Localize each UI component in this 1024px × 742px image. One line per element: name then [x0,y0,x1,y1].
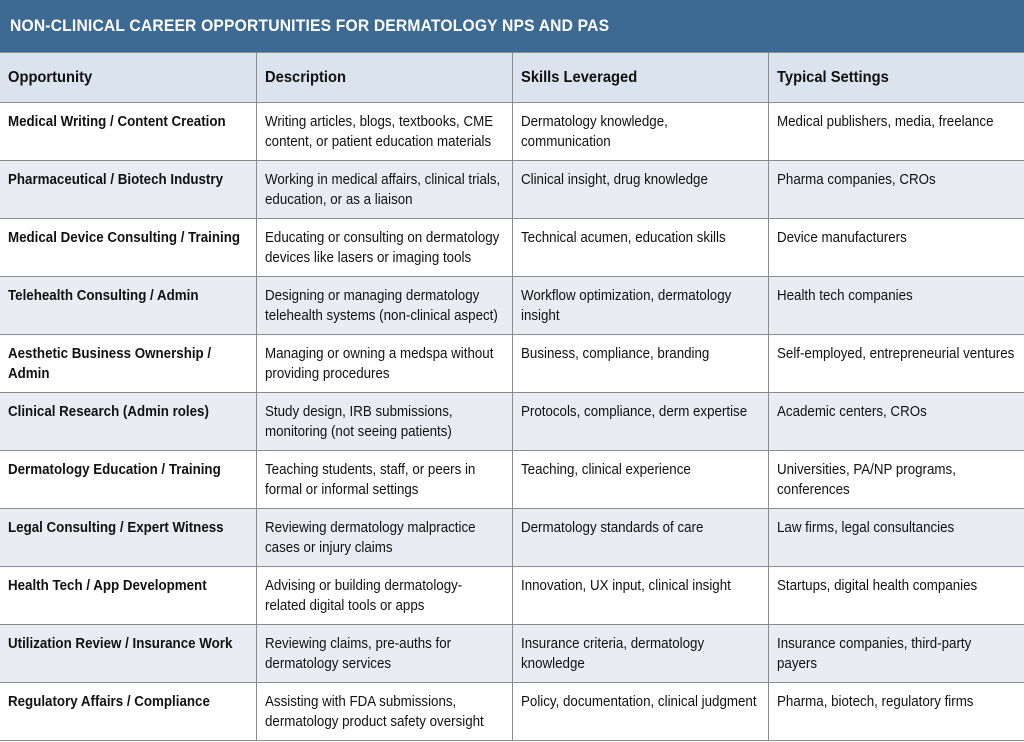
skills-cell: Teaching, clinical experience [512,451,768,509]
skills-cell: Dermatology knowledge, communication [512,103,768,161]
description-cell: Managing or owning a medspa without providing procedures [256,335,512,393]
settings-cell: Self-employed, entrepreneurial ventures [768,335,1024,393]
skills-cell: Insurance criteria, dermatology knowledge [512,625,768,683]
opportunity-cell: Aesthetic Business Ownership / Admin [0,335,256,393]
description-cell: Teaching students, staff, or peers in formal or informal settings [256,451,512,509]
table-row [0,509,1024,567]
header-skills-leveraged: Skills Leveraged [512,53,768,103]
opportunity-cell: Pharmaceutical / Biotech Industry [0,161,256,219]
table-body [0,103,1024,741]
skills-cell: Policy, documentation, clinical judgment [512,683,768,741]
settings-cell: Pharma, biotech, regulatory firms [768,683,1024,741]
table-row [0,335,1024,393]
opportunity-cell: Utilization Review / Insurance Work [0,625,256,683]
description-cell: Reviewing dermatology malpractice cases or injury claims [256,509,512,567]
settings-cell: Pharma companies, CROs [768,161,1024,219]
description-cell: Designing or managing dermatology telehealth systems (non-clinical aspect) [256,277,512,335]
table-row [0,103,1024,161]
career-opportunities-table [0,52,1024,741]
description-cell: Study design, IRB submissions, monitoring (not seeing patients) [256,393,512,451]
skills-cell: Dermatology standards of care [512,509,768,567]
opportunity-cell: Health Tech / App Development [0,567,256,625]
table-row [0,161,1024,219]
table-row [0,277,1024,335]
opportunity-cell: Medical Device Consulting / Training [0,219,256,277]
skills-cell: Workflow optimization, dermatology insight [512,277,768,335]
settings-cell: Medical publishers, media, freelance [768,103,1024,161]
settings-cell: Health tech companies [768,277,1024,335]
opportunity-cell: Dermatology Education / Training [0,451,256,509]
settings-cell: Academic centers, CROs [768,393,1024,451]
table-row [0,393,1024,451]
skills-cell: Clinical insight, drug knowledge [512,161,768,219]
opportunity-cell: Legal Consulting / Expert Witness [0,509,256,567]
skills-cell: Innovation, UX input, clinical insight [512,567,768,625]
skills-cell: Technical acumen, education skills [512,219,768,277]
table-row [0,625,1024,683]
skills-cell: Protocols, compliance, derm expertise [512,393,768,451]
header-opportunity: Opportunity [0,53,256,103]
table-row [0,219,1024,277]
opportunity-cell: Telehealth Consulting / Admin [0,277,256,335]
description-cell: Reviewing claims, pre-auths for dermatology services [256,625,512,683]
settings-cell: Device manufacturers [768,219,1024,277]
table-title-bar [0,0,1024,52]
opportunity-cell: Regulatory Affairs / Compliance [0,683,256,741]
settings-cell: Insurance companies, third-party payers [768,625,1024,683]
table-title: NON-CLINICAL CAREER OPPORTUNITIES FOR DERMATOLOGY NPS AND PAS [10,16,610,35]
description-cell: Writing articles, blogs, textbooks, CME content, or patient education materials [256,103,512,161]
table-row [0,451,1024,509]
settings-cell: Startups, digital health companies [768,567,1024,625]
settings-cell: Law firms, legal consultancies [768,509,1024,567]
description-cell: Working in medical affairs, clinical trials, education, or as a liaison [256,161,512,219]
table-row [0,567,1024,625]
table-row [0,683,1024,741]
header-description: Description [256,53,512,103]
header-row [0,53,1024,103]
header-typical-settings: Typical Settings [768,53,1024,103]
description-cell: Advising or building dermatology-related digital tools or apps [256,567,512,625]
description-cell: Educating or consulting on dermatology devices like lasers or imaging tools [256,219,512,277]
description-cell: Assisting with FDA submissions, dermatology product safety oversight [256,683,512,741]
skills-cell: Business, compliance, branding [512,335,768,393]
opportunity-cell: Clinical Research (Admin roles) [0,393,256,451]
opportunity-cell: Medical Writing / Content Creation [0,103,256,161]
settings-cell: Universities, PA/NP programs, conferences [768,451,1024,509]
